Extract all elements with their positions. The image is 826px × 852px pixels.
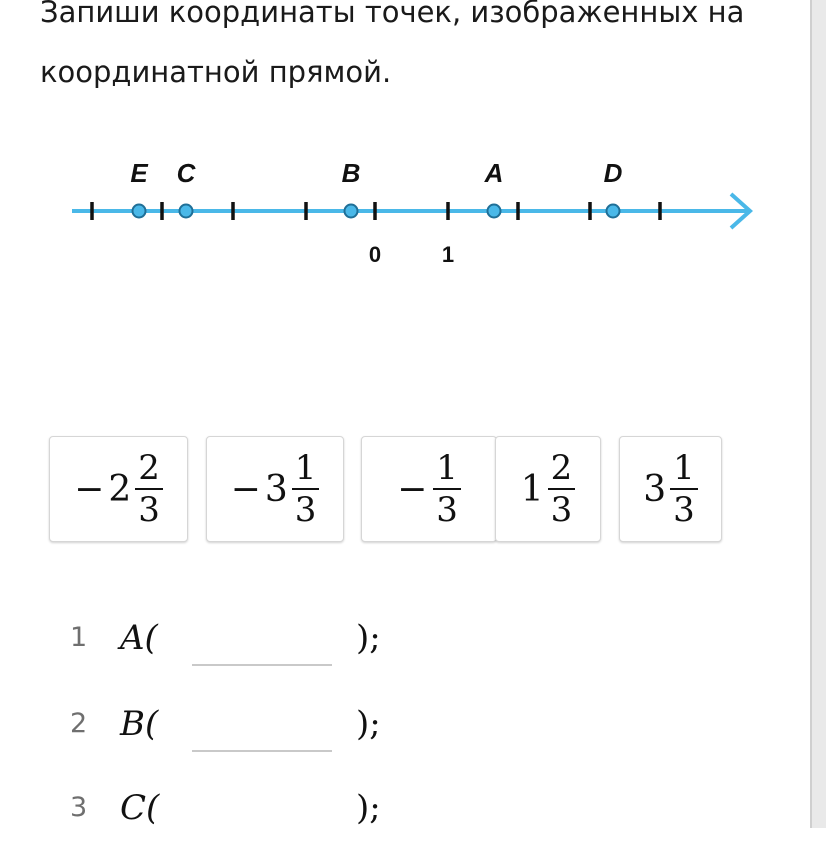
mixed-number <box>397 448 461 530</box>
numerator: 1 <box>673 448 695 488</box>
whole-part: 2 <box>108 468 132 510</box>
answer-drop-slot[interactable] <box>192 622 332 666</box>
point-e-marker <box>133 205 146 218</box>
point-a-label: A <box>484 158 504 188</box>
answer-drop-slot[interactable] <box>192 708 332 752</box>
answer-row <box>0 788 800 852</box>
fraction <box>135 448 163 530</box>
point-e-label: E <box>130 158 148 188</box>
tick-label-one: 1 <box>441 242 455 267</box>
whole-part: 1 <box>520 468 544 510</box>
option-tile[interactable] <box>495 436 601 542</box>
fraction <box>670 448 698 530</box>
row-number: 2 <box>70 708 88 739</box>
option-tile[interactable] <box>619 436 722 542</box>
numerator: 2 <box>138 448 160 488</box>
whole-part: 3 <box>264 468 288 510</box>
point-name: A( <box>120 618 158 658</box>
option-tile[interactable] <box>49 436 188 542</box>
mixed-number <box>231 448 320 530</box>
denominator: 3 <box>138 490 160 530</box>
numerator: 2 <box>550 448 573 488</box>
mixed-number <box>643 448 698 530</box>
point-name: C( <box>120 788 160 828</box>
numerator: 1 <box>436 448 458 488</box>
point-c-label: C <box>176 158 196 188</box>
prompt-line-1: Запиши координаты точек, изображенных на <box>40 0 745 29</box>
denominator: 3 <box>294 490 317 530</box>
closing-paren: ); <box>356 618 381 658</box>
closing-paren: ); <box>356 788 381 828</box>
option-tile[interactable] <box>206 436 344 542</box>
point-b-marker <box>345 205 358 218</box>
denominator: 3 <box>550 490 573 530</box>
numerator: 1 <box>294 448 317 488</box>
number-line <box>0 140 800 270</box>
fraction <box>292 448 320 530</box>
point-d-marker <box>607 205 620 218</box>
mixed-number <box>521 448 576 530</box>
closing-paren: ); <box>356 704 381 744</box>
minus-sign: − <box>74 468 105 510</box>
tick-label-zero: 0 <box>368 242 382 267</box>
prompt-line-2: координатной прямой. <box>40 55 392 89</box>
minus-sign: − <box>397 468 428 510</box>
answer-row <box>0 618 800 682</box>
minus-sign: − <box>230 468 261 510</box>
fraction <box>548 448 576 530</box>
mixed-number <box>74 448 163 530</box>
whole-part: 3 <box>643 468 667 510</box>
option-tile[interactable] <box>361 436 497 542</box>
point-d-label: D <box>603 158 623 188</box>
scrollbar-track[interactable] <box>812 0 826 828</box>
row-number: 3 <box>70 792 88 823</box>
row-number: 1 <box>70 622 88 653</box>
point-name: B( <box>120 704 159 744</box>
denominator: 3 <box>436 490 458 530</box>
point-b-label: B <box>341 158 361 188</box>
answer-row <box>0 704 800 768</box>
denominator: 3 <box>673 490 695 530</box>
task-prompt <box>40 0 800 102</box>
point-c-marker <box>180 205 193 218</box>
point-a-marker <box>488 205 501 218</box>
fraction <box>433 448 461 530</box>
